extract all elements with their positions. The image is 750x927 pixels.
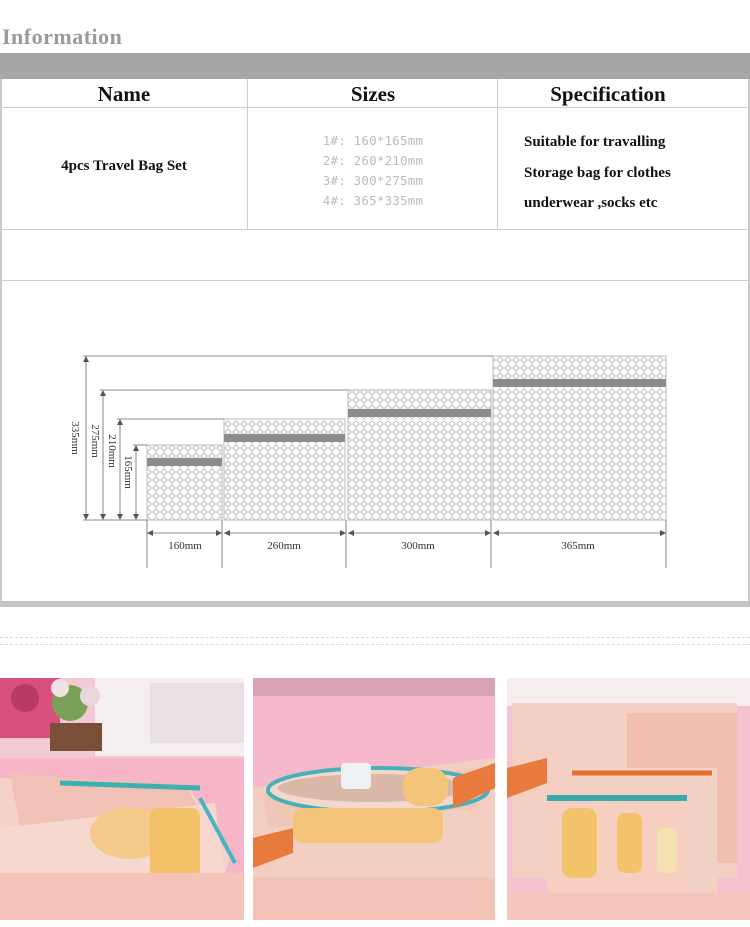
photo-open-bag-toiletries (253, 678, 495, 920)
zip-stripe (493, 379, 666, 387)
zip-stripe (348, 409, 491, 417)
section-title: Information (2, 24, 123, 49)
table-divider (0, 280, 750, 281)
zip-stripe (147, 458, 222, 466)
sizes-list (248, 131, 498, 211)
table-divider (0, 229, 750, 230)
spec-item: Storage bag for clothes (524, 164, 671, 181)
size-item: 3#: 300*275mm (322, 173, 424, 188)
size-diagram (0, 340, 750, 575)
size-item: 2#: 260*210mm (322, 153, 424, 168)
header-sizes: Sizes (350, 82, 396, 106)
header-specification: Specification (550, 82, 666, 106)
height-label: 165mm (122, 455, 134, 489)
width-label: 365mm (561, 540, 595, 552)
header-name: Name (97, 82, 151, 106)
zip-stripe (224, 434, 345, 442)
width-label: 160mm (168, 540, 202, 552)
photo-bag-set-stacked (507, 678, 750, 920)
height-label: 210mm (106, 434, 118, 468)
specification-list (524, 127, 671, 219)
header-gray-bar (0, 53, 750, 79)
height-label: 335mm (69, 421, 81, 455)
product-name: 4pcs Travel Bag Set (61, 158, 187, 174)
width-label: 300mm (401, 540, 435, 552)
dashed-separator (0, 637, 750, 645)
size-item: 4#: 365*335mm (322, 193, 424, 208)
width-label: 260mm (267, 540, 301, 552)
table-bottom-bar (0, 601, 750, 607)
spec-item: underwear ,socks etc (524, 195, 658, 211)
spec-item: Suitable for travalling (524, 134, 666, 150)
height-label: 275mm (89, 424, 101, 458)
bag-1 (147, 445, 222, 520)
size-item: 1#: 160*165mm (322, 133, 424, 148)
photo-bags-with-flowers (0, 678, 244, 920)
